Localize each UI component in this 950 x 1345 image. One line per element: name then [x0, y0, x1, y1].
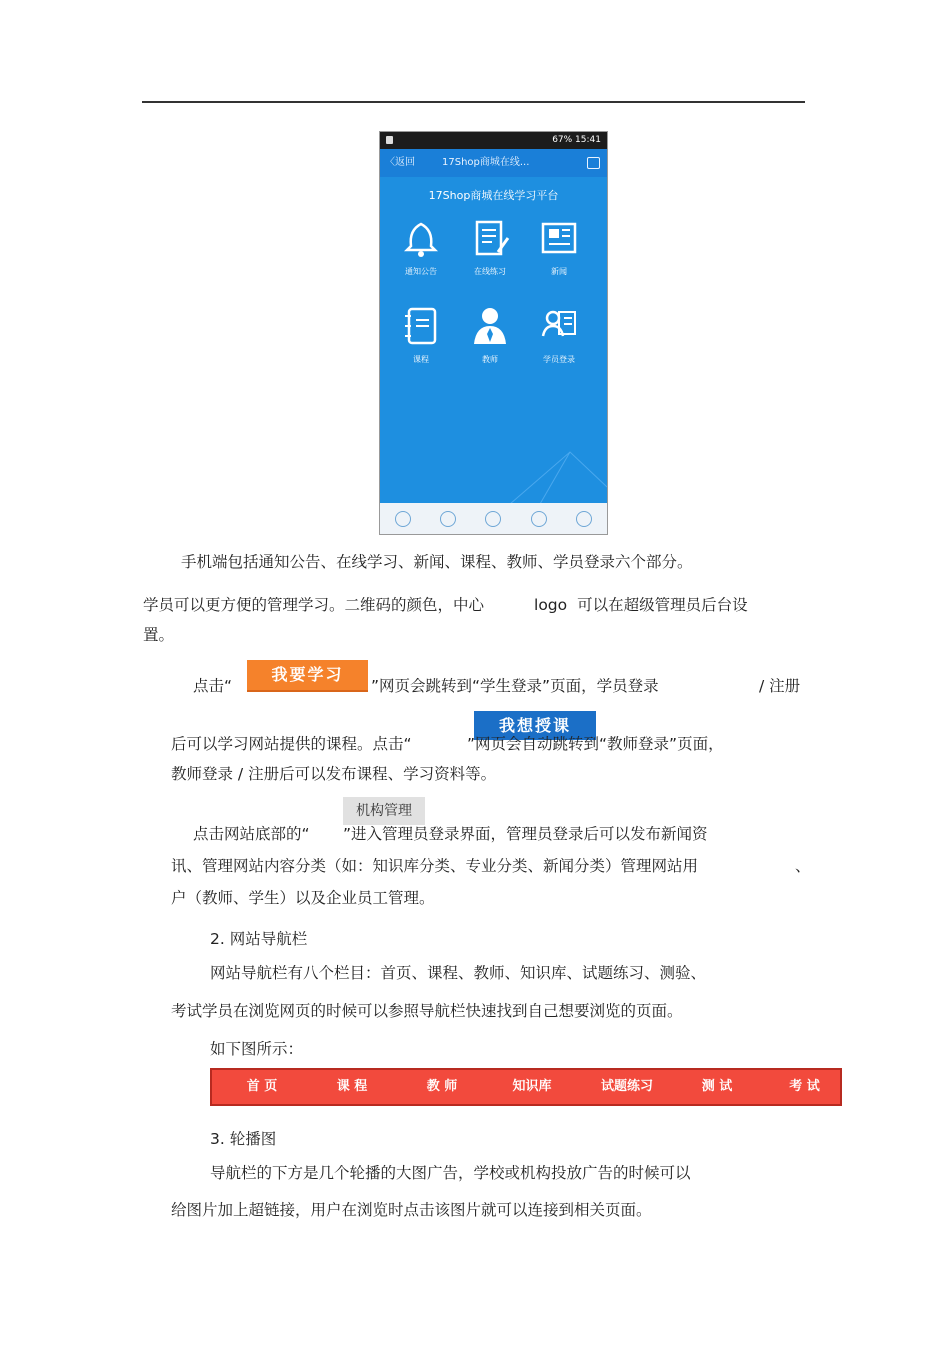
paragraph: 讯、管理网站内容分类（如：知识库分类、专业分类、新闻分类）管理网站用 [171, 857, 699, 875]
notebook-icon [399, 304, 443, 348]
text-span: logo [534, 596, 568, 614]
section-heading: 2. 网站导航栏 [210, 930, 308, 948]
paragraph: 户（教师、学生）以及企业员工管理。 [171, 889, 435, 907]
paragraph: ”网页会自动跳转到“教师登录”页面， [467, 735, 724, 753]
paragraph: ”网页会跳转到“学生登录”页面，学员登录 [371, 677, 659, 695]
menu-item-notice[interactable] [386, 216, 456, 277]
nav-item: 试题练习 [600, 1079, 653, 1094]
bookmark-icon[interactable] [531, 511, 547, 527]
menu-label: 在线练习 [474, 267, 506, 276]
platform-name: 17Shop商城在线学习平台 [428, 189, 559, 202]
mobile-app-screenshot [379, 131, 608, 535]
menu-item-teacher[interactable] [455, 304, 525, 365]
search-icon[interactable] [485, 511, 501, 527]
paragraph: 手机端包括通知公告、在线学习、新闻、课程、教师、学员登录六个部分。 [181, 553, 693, 571]
paragraph: 、 [795, 857, 811, 875]
menu-item-practice[interactable] [455, 216, 525, 277]
paragraph: 网站导航栏有八个栏目：首页、课程、教师、知识库、试题练习、测验、 [210, 964, 707, 982]
teacher-icon [468, 304, 512, 348]
tab-icon[interactable] [440, 511, 456, 527]
paragraph: 点击网站底部的“ [193, 825, 310, 843]
nav-item: 首 页 [246, 1079, 278, 1094]
nav-item: 教 师 [426, 1079, 458, 1094]
paragraph: ”进入管理员登录界面，管理员登录后可以发布新闻资 [343, 825, 708, 843]
bell-icon [399, 216, 443, 260]
paragraph [143, 594, 748, 616]
status-text: 67% 15:41 [552, 135, 601, 145]
website-navbar-image [210, 1068, 842, 1106]
student-card-icon [537, 304, 581, 348]
app-title-bar [380, 149, 607, 177]
menu-label: 学员登录 [543, 355, 575, 364]
nav-item: 课 程 [336, 1079, 368, 1094]
nav-item: 考 试 [789, 1079, 820, 1094]
learn-button-image: 我要学习 [247, 660, 368, 692]
background-decoration [380, 432, 607, 504]
paragraph: 教师登录 / 注册后可以发布课程、学习资料等。 [171, 765, 497, 783]
paragraph: 给图片加上超链接，用户在浏览时点击该图片就可以连接到相关页面。 [171, 1201, 652, 1219]
paragraph: 后可以学习网站提供的课程。点击“ [171, 735, 412, 753]
paragraph: 导航栏的下方是几个轮播的大图广告，学校或机构投放广告的时候可以 [210, 1164, 691, 1182]
paragraph-prefix: 点击“ [193, 677, 233, 695]
nav-item: 测 试 [701, 1079, 733, 1094]
menu-label: 通知公告 [405, 267, 437, 276]
teach-button-image: 我想授课 [474, 711, 596, 740]
share-icon[interactable] [587, 157, 600, 169]
menu-item-news[interactable] [524, 216, 594, 277]
menu-label: 课程 [413, 355, 429, 364]
app-title: 17Shop商城在线... [442, 157, 530, 168]
top-rule [142, 101, 805, 103]
app-bottom-bar [380, 503, 607, 534]
paragraph: 置。 [143, 626, 175, 644]
refresh-icon[interactable] [576, 511, 592, 527]
menu-item-student-login[interactable] [524, 304, 594, 365]
text-span: 可以在超级管理员后台设 [577, 596, 748, 614]
paragraph: / 注册 [759, 677, 801, 695]
text-span: 学员可以更方便的管理学习。二维码的颜色，中心 [143, 596, 485, 614]
menu-item-course[interactable] [386, 304, 456, 365]
notepad-icon [468, 216, 512, 260]
paragraph: 如下图所示： [210, 1040, 304, 1058]
menu-label: 新闻 [551, 267, 567, 276]
back-button[interactable]: 〈返回 [385, 157, 415, 168]
paragraph: 考试学员在浏览网页的时候可以参照导航栏快速找到自己想要浏览的页面。 [171, 1002, 683, 1020]
nav-item: 知识库 [512, 1079, 552, 1094]
status-bar [380, 132, 607, 149]
tab-icon[interactable] [395, 511, 411, 527]
menu-label: 教师 [482, 355, 498, 364]
section-heading: 3. 轮播图 [210, 1130, 277, 1148]
org-manage-button-image: 机构管理 [343, 797, 425, 825]
notification-icon [386, 136, 393, 144]
newspaper-icon [537, 216, 581, 260]
